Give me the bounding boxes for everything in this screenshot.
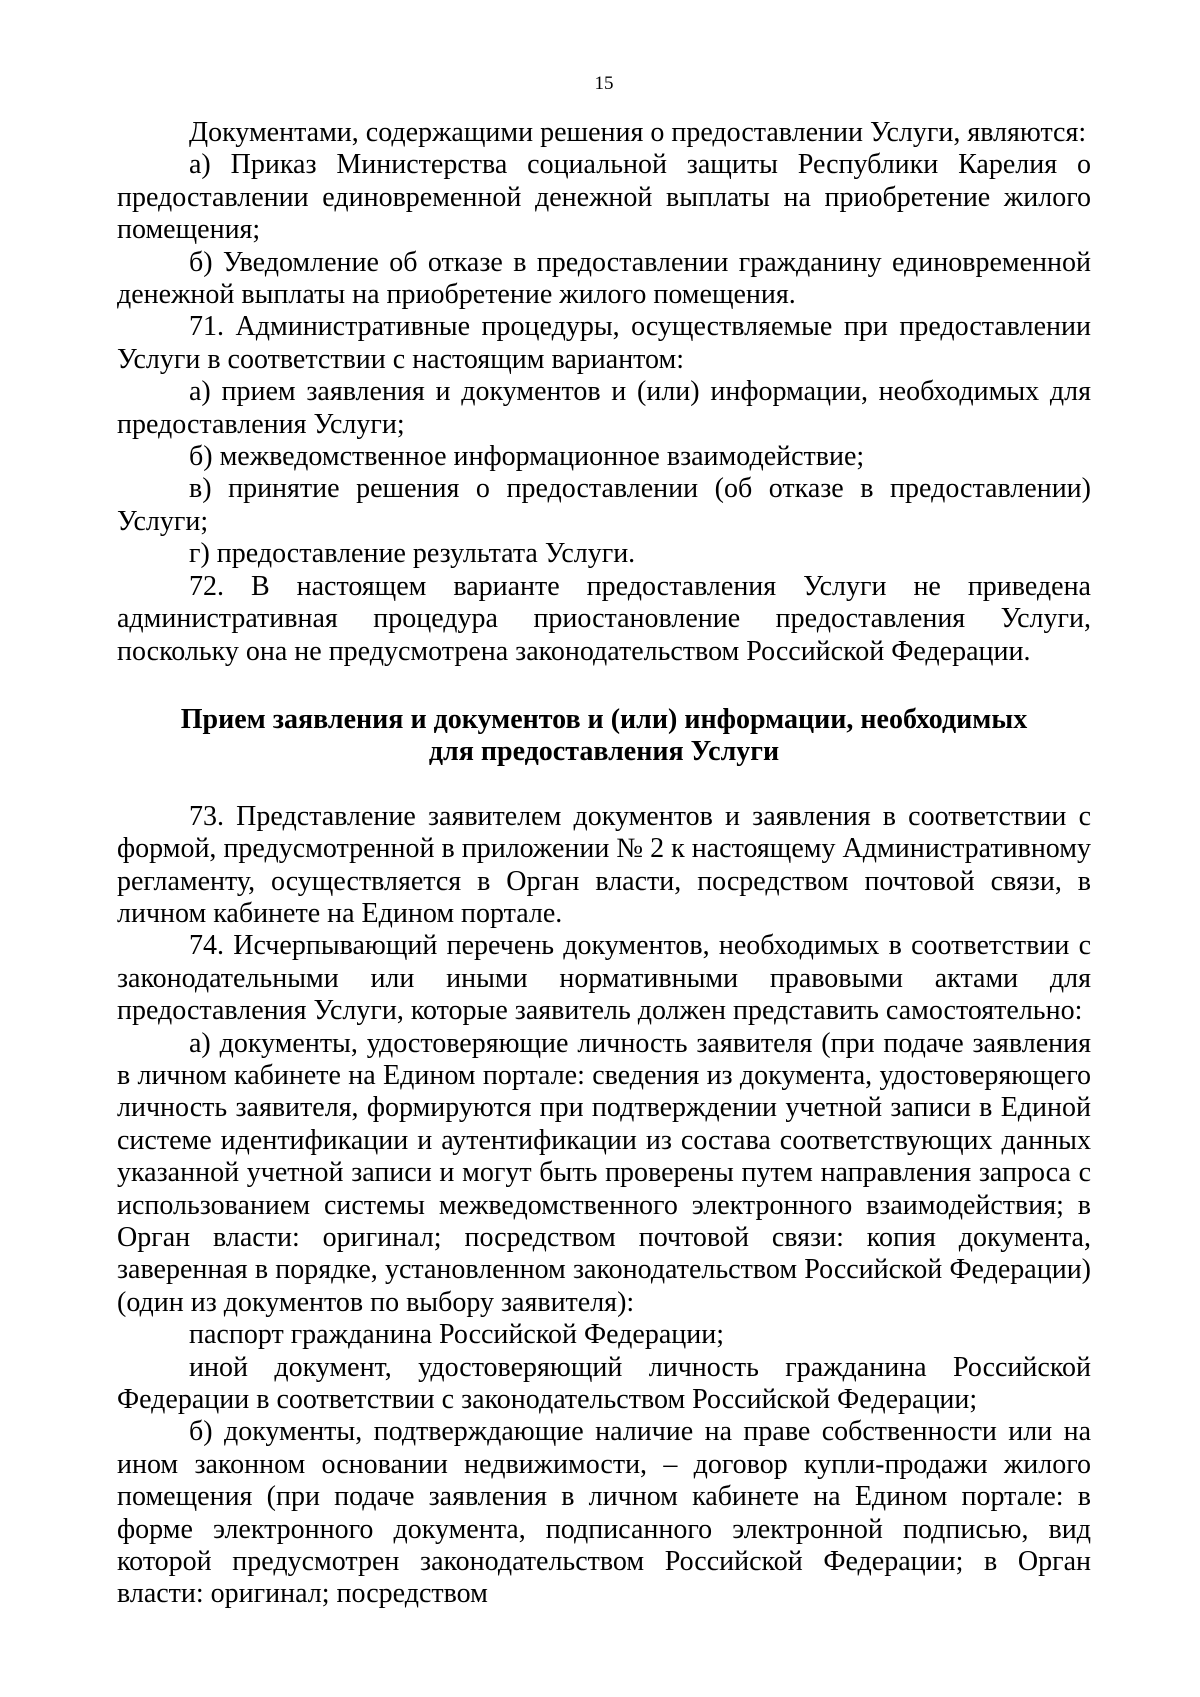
paragraph-71-v: в) принятие решения о предоставлении (об отказе в предоставлении) Услуги; xyxy=(117,473,1091,537)
paragraph-72: 72. В настоящем варианте предоставления Услуги не приведена административная процедура приостановление предоставления Услуги, поскольку она не предусмотрена законодательством Российской Федерации. xyxy=(117,570,1091,667)
paragraph-result-order: а) Приказ Министерства социальной защиты Республики Карелия о предоставлении единовременной денежной выплаты на приобретение жилого помещения; xyxy=(117,149,1091,246)
paragraph-71: 71. Административные процедуры, осуществляемые при предоставлении Услуги в соответствии с настоящим вариантом: xyxy=(117,311,1091,375)
paragraph-71-b: б) межведомственное информационное взаимодействие; xyxy=(189,441,865,473)
paragraph-74-a: а) документы, удостоверяющие личность заявителя (при подаче заявления в личном кабинете на Едином портале: сведения из документа, удостоверяющего личность заявителя, формируются при подтверждении учетной записи в Единой системе идентификации и аутентификации из состава соответствующих данных указанной учетной записи и могут быть проверены путем направления запроса с использованием системы межведомственного электронного взаимодействия; в Орган власти: оригинал; посредством почтовой связи: копия документа, заверенная в порядке, установленном законодательством Российской Федерации) (один из документов по выбору заявителя): xyxy=(117,1027,1091,1318)
paragraph-74: 74. Исчерпывающий перечень документов, необходимых в соответствии с законодательными или иными нормативными правовыми актами для предоставления Услуги, которые заявитель должен представить самостоятельно: xyxy=(117,930,1091,1027)
paragraph-result-refusal: б) Уведомление об отказе в предоставлении гражданину единовременной денежной выплаты на приобретение жилого помещения. xyxy=(117,246,1091,311)
page-number: 15 xyxy=(594,73,614,94)
paragraph-71-g: г) предоставление результата Услуги. xyxy=(189,538,636,570)
paragraph-results-intro: Документами, содержащими решения о предоставлении Услуги, являются: xyxy=(189,117,1087,148)
section-heading: Прием заявления и документов и (или) информации, необходимых для предоставления Услуги xyxy=(180,703,1028,768)
spacer xyxy=(117,769,1091,801)
document-body xyxy=(117,117,1091,1611)
spacer xyxy=(117,668,1091,704)
paragraph-passport: паспорт гражданина Российской Федерации; xyxy=(189,1319,725,1351)
paragraph-74-b: б) документы, подтверждающие наличие на праве собственности или на ином законном основании недвижимости, – договор купли-продажи жилого помещения (при подаче заявления в личном кабинете на Едином портале: в форме электронного документа, подписанного электронной подписью, вид которой предусмотрен законодательством Российской Федерации; в Орган власти: оригинал; посредством xyxy=(117,1416,1091,1610)
paragraph-73: 73. Представление заявителем документов и заявления в соответствии с формой, предусмотренной в приложении № 2 к настоящему Административному регламенту, осуществляется в Орган власти, посредством почтовой связи, в личном кабинете на Едином портале. xyxy=(117,800,1091,929)
paragraph-71-a: а) прием заявления и документов и (или) информации, необходимых для предоставления Услуги; xyxy=(117,376,1091,440)
paragraph-other-id: иной документ, удостоверяющий личность гражданина Российской Федерации в соответствии с законодательством Российской Федерации; xyxy=(117,1351,1091,1416)
